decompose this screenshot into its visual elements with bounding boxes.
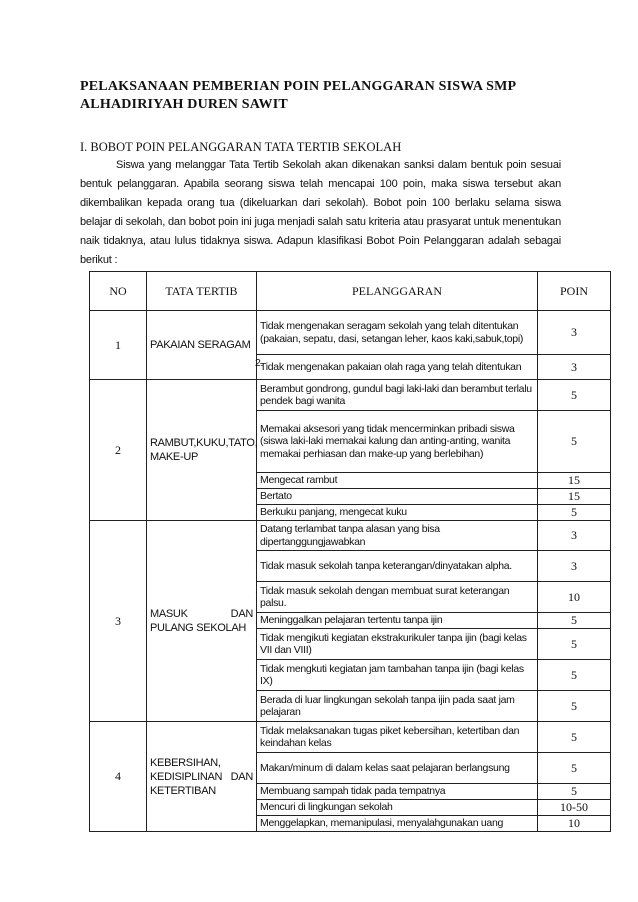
table-body bbox=[90, 311, 611, 832]
list-marker: . bbox=[255, 475, 258, 487]
points-value: 3 bbox=[538, 521, 611, 551]
violation-text: Berkuku panjang, mengecat kuku bbox=[260, 506, 407, 519]
violation-text: Tidak mengenakan seragam sekolah yang telah ditentukan (pakaian, sepatu, dasi, setangan leher, kaos kaki,sabuk,topi) bbox=[260, 320, 524, 345]
violation-text: Membuang sampah tidak pada tempatnya bbox=[260, 785, 446, 798]
list-marker: . bbox=[255, 615, 258, 627]
points-value: 5 bbox=[538, 691, 611, 722]
violation-cell bbox=[257, 505, 538, 521]
list-marker: . bbox=[255, 507, 258, 519]
list-marker: . bbox=[255, 802, 258, 814]
violation-text: Berada di luar lingkungan sekolah tanpa ijin pada saat jam pelajaran bbox=[260, 693, 515, 718]
table-row bbox=[90, 311, 611, 355]
list-marker: . bbox=[255, 553, 258, 565]
list-marker: . bbox=[255, 491, 258, 503]
list-marker: . bbox=[255, 818, 258, 830]
list-marker: . bbox=[255, 584, 258, 596]
title-line-1: PELAKSANAAN PEMBERIAN POIN PELANGGARAN SISWA SMP bbox=[80, 79, 517, 94]
violation-cell bbox=[257, 629, 538, 660]
violation-text: Tidak mengikuti kegiatan ekstrakurikuler tanpa ijin (bagi kelas VII dan VIII) bbox=[260, 631, 527, 656]
list-marker: . bbox=[255, 755, 258, 767]
points-value: 5 bbox=[538, 505, 611, 521]
violation-cell bbox=[257, 355, 538, 380]
list-marker: . bbox=[255, 313, 258, 325]
violation-cell bbox=[257, 411, 538, 473]
header-tata-tertib: TATA TERTIB bbox=[147, 272, 257, 311]
violation-cell bbox=[257, 691, 538, 722]
list-marker: 2. bbox=[255, 357, 264, 369]
list-marker: . bbox=[255, 631, 258, 643]
group-tata-tertib: MASUK DAN PULANG SEKOLAH bbox=[147, 521, 257, 722]
table-row bbox=[90, 722, 611, 753]
points-value: 15 bbox=[538, 489, 611, 505]
points-value: 3 bbox=[538, 355, 611, 380]
intro-paragraph-text: Siswa yang melanggar Tata Tertib Sekolah akan dikenakan sanksi dalam bentuk poin sesuai bentuk pelanggaran. Apabila seorang siswa telah mencapai 100 poin, maka siswa tersebut akan dikembalikan kepada orang tua (dikeluarkan dari sekolah). Bobot poin 100 berlaku selama siswa belajar di sekolah, dan bobot poin ini juga menjadi salah satu kriteria atau prasyarat untuk menentukan naik tidaknya, atau lulus tidaknya siswa. Adapun klasifikasi Bobot Poin Pelanggaran adalah sebagai berikut : bbox=[80, 159, 561, 266]
points-value: 5 bbox=[538, 613, 611, 629]
group-number: 3 bbox=[90, 521, 147, 722]
violation-cell bbox=[257, 800, 538, 816]
header-pelanggaran: PELANGGARAN bbox=[257, 272, 538, 311]
group-tata-tertib: KEBERSIHAN, KEDISIPLINAN DAN KETERTIBAN bbox=[147, 722, 257, 832]
violation-text: Tidak melaksanakan tugas piket kebersihan, ketertiban dan keindahan kelas bbox=[260, 724, 520, 749]
violation-cell bbox=[257, 613, 538, 629]
points-value: 5 bbox=[538, 753, 611, 784]
list-marker: . bbox=[255, 413, 258, 425]
intro-paragraph bbox=[80, 156, 561, 270]
violation-cell bbox=[257, 521, 538, 551]
points-value: 15 bbox=[538, 473, 611, 489]
group-number: 4 bbox=[90, 722, 147, 832]
group-tata-tertib: PAKAIAN SERAGAM bbox=[147, 311, 257, 380]
list-marker: . bbox=[255, 382, 258, 394]
points-value: 5 bbox=[538, 722, 611, 753]
violation-cell bbox=[257, 816, 538, 832]
table-row bbox=[90, 380, 611, 411]
violation-text: Bertato bbox=[260, 490, 292, 503]
group-tata-tertib: RAMBUT,KUKU,TATO, MAKE-UP bbox=[147, 380, 257, 521]
group-number: 1 bbox=[90, 311, 147, 380]
violation-cell bbox=[257, 489, 538, 505]
points-value: 10-50 bbox=[538, 800, 611, 816]
violation-text: Berambut gondrong, gundul bagi laki-laki dan berambut terlalu pendek bagi wanita bbox=[260, 382, 532, 407]
header-no: NO bbox=[90, 272, 147, 311]
points-value: 5 bbox=[538, 660, 611, 691]
violation-cell bbox=[257, 582, 538, 613]
group-number: 2 bbox=[90, 380, 147, 521]
section-heading: I. BOBOT POIN PELANGGARAN TATA TERTIB SEKOLAH bbox=[80, 140, 402, 154]
violation-cell bbox=[257, 660, 538, 691]
list-marker: . bbox=[255, 724, 258, 736]
points-value: 5 bbox=[538, 380, 611, 411]
violation-text: Mengecat rambut bbox=[260, 474, 338, 487]
table-row bbox=[90, 521, 611, 551]
title-line-2: ALHADIRIYAH DUREN SAWIT bbox=[80, 97, 288, 112]
violation-text: Mencuri di lingkungan sekolah bbox=[260, 801, 393, 814]
violation-cell bbox=[257, 551, 538, 582]
points-value: 10 bbox=[538, 582, 611, 613]
list-marker: . bbox=[255, 786, 258, 798]
violation-text: Makan/minum di dalam kelas saat pelajaran berlangsung bbox=[260, 761, 510, 774]
violation-text: Tidak mengkuti kegiatan jam tambahan tanpa ijin (bagi kelas IX) bbox=[260, 662, 524, 687]
points-value: 5 bbox=[538, 411, 611, 473]
violation-text: Tidak mengenakan pakaian olah raga yang telah ditentukan bbox=[260, 360, 522, 373]
violation-cell bbox=[257, 753, 538, 784]
violation-cell bbox=[257, 473, 538, 489]
points-value: 3 bbox=[538, 311, 611, 355]
violation-text: Memakai aksesori yang tidak mencerminkan pribadi siswa (siswa laki-laki memakai kalung dan anting-anting, wanita memakai perhiasan dan make-up yang berlebihan) bbox=[260, 422, 515, 460]
document-title bbox=[80, 78, 580, 114]
violation-text: Tidak masuk sekolah tanpa keterangan/dinyatakan alpha. bbox=[260, 559, 512, 572]
violation-text: Meninggalkan pelajaran tertentu tanpa ijin bbox=[260, 614, 443, 627]
points-value: 5 bbox=[538, 784, 611, 800]
violation-points-table bbox=[89, 271, 611, 832]
list-marker: . bbox=[255, 662, 258, 674]
violation-cell bbox=[257, 784, 538, 800]
violation-cell bbox=[257, 380, 538, 411]
list-marker: . bbox=[255, 693, 258, 705]
violation-cell bbox=[257, 722, 538, 753]
violation-text: Tidak masuk sekolah dengan membuat surat keterangan palsu. bbox=[260, 584, 510, 609]
points-value: 5 bbox=[538, 629, 611, 660]
points-value: 3 bbox=[538, 551, 611, 582]
violation-text: Menggelapkan, memanipulasi, menyalahgunakan uang bbox=[260, 817, 504, 830]
list-marker: . bbox=[255, 523, 258, 535]
points-value: 10 bbox=[538, 816, 611, 832]
table-header-row bbox=[90, 272, 611, 311]
violation-text: Datang terlambat tanpa alasan yang bisa dipertanggungjawabkan bbox=[260, 523, 440, 548]
header-poin: POIN bbox=[538, 272, 611, 311]
violation-cell bbox=[257, 311, 538, 355]
